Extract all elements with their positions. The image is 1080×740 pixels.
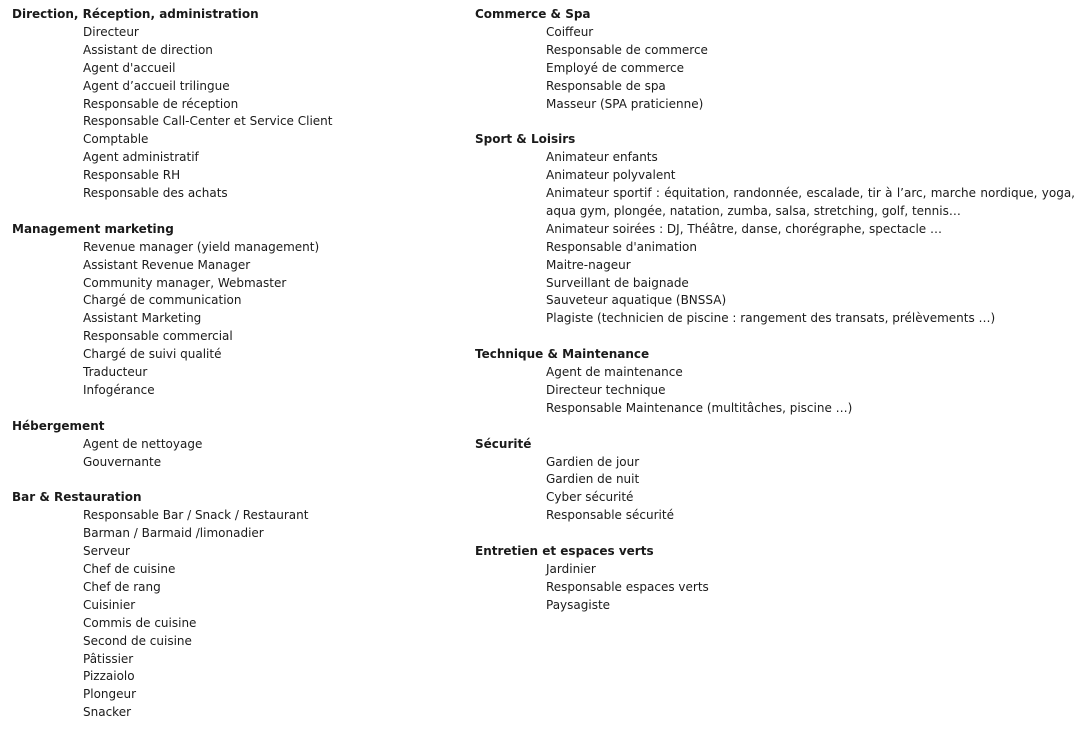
job-item: Paysagiste xyxy=(546,597,611,612)
job-item: Animateur sportif : équitation, randonnée, escalade, tir à l’arc, marche nordique, yoga, aqua gym, plongée, natation, zumba, salsa, stretching, golf, tennis… xyxy=(546,186,1075,218)
job-item: Comptable xyxy=(83,132,149,147)
job-item: Surveillant de baignade xyxy=(546,275,689,290)
section-title: Commerce & Spa xyxy=(475,7,591,21)
job-item: Plagiste (technicien de piscine : rangement des transats, prélèvements …) xyxy=(546,311,996,326)
section-technique-maintenance xyxy=(475,346,1075,418)
job-item: Animateur enfants xyxy=(546,150,658,165)
job-item: Animateur polyvalent xyxy=(546,168,676,183)
job-list xyxy=(475,24,1075,114)
job-item: Gardien de jour xyxy=(546,454,640,469)
job-item: Responsable Call-Center et Service Client xyxy=(83,114,333,129)
job-item: Agent de nettoyage xyxy=(83,436,203,451)
job-item: Responsable des achats xyxy=(83,186,228,201)
section-management-marketing xyxy=(12,221,452,400)
job-item: Plongeur xyxy=(83,687,137,702)
section-securite xyxy=(475,436,1075,526)
job-item: Cyber sécurité xyxy=(546,490,634,505)
job-item: Commis de cuisine xyxy=(83,615,197,630)
section-title: Management marketing xyxy=(12,221,174,236)
job-item: Masseur (SPA praticienne) xyxy=(546,96,704,111)
job-item: Chargé de suivi qualité xyxy=(83,347,222,362)
job-item: Responsable de spa xyxy=(546,78,666,93)
section-title: Sécurité xyxy=(475,436,532,451)
section-bar-restauration xyxy=(12,489,452,722)
left-column xyxy=(12,6,452,740)
section-title: Entretien et espaces verts xyxy=(475,544,654,559)
section-title: Sport & Loisirs xyxy=(475,132,576,147)
job-item: Revenue manager (yield management) xyxy=(83,239,320,254)
job-list xyxy=(475,561,1075,615)
job-item: Responsable Maintenance (multitâches, piscine …) xyxy=(546,400,853,415)
job-item: Snacker xyxy=(83,705,132,720)
section-title: Bar & Restauration xyxy=(12,490,142,505)
job-item: Agent d'accueil xyxy=(83,60,176,75)
job-item: Chargé de communication xyxy=(83,293,242,308)
job-item: Sauveteur aquatique (BNSSA) xyxy=(546,293,727,308)
right-column xyxy=(475,6,1075,633)
job-item: Pizzaiolo xyxy=(83,669,135,684)
section-title: Technique & Maintenance xyxy=(475,347,650,362)
job-item: Community manager, Webmaster xyxy=(83,275,287,290)
job-item: Assistant Revenue Manager xyxy=(83,257,251,272)
job-item: Second de cuisine xyxy=(83,633,192,648)
job-item: Responsable de réception xyxy=(83,96,239,111)
section-sport-loisirs xyxy=(475,131,1075,328)
section-commerce-spa xyxy=(475,6,1075,113)
job-item: Responsable d'animation xyxy=(546,239,697,254)
job-item: Responsable espaces verts xyxy=(546,579,709,594)
job-item: Infogérance xyxy=(83,382,155,397)
section-direction-reception-administration xyxy=(12,6,452,203)
section-entretien-et-espaces-verts xyxy=(475,543,1075,615)
job-item: Gouvernante xyxy=(83,454,162,469)
job-item: Agent administratif xyxy=(83,150,199,165)
job-item: Barman / Barmaid /limonadier xyxy=(83,526,264,541)
section-title: Direction, Réception, administration xyxy=(12,7,259,21)
job-list xyxy=(475,454,1075,526)
job-item: Assistant Marketing xyxy=(83,311,202,326)
job-item: Gardien de nuit xyxy=(546,472,640,487)
job-item: Maitre-nageur xyxy=(546,257,631,272)
job-item: Jardinier xyxy=(546,561,596,576)
section-hebergement xyxy=(12,418,452,472)
job-item: Chef de rang xyxy=(83,579,161,594)
job-item: Serveur xyxy=(83,544,130,559)
job-list xyxy=(12,436,452,472)
job-item: Cuisinier xyxy=(83,597,136,612)
job-list xyxy=(12,24,452,203)
job-list xyxy=(475,364,1075,418)
section-title: Hébergement xyxy=(12,418,105,433)
job-item: Responsable Bar / Snack / Restaurant xyxy=(83,508,309,523)
job-item: Responsable sécurité xyxy=(546,508,674,523)
job-item: Employé de commerce xyxy=(546,60,685,75)
job-item: Coiffeur xyxy=(546,24,594,39)
job-item: Agent d’accueil trilingue xyxy=(83,78,230,93)
job-item: Directeur xyxy=(83,24,139,39)
job-item: Animateur soirées : DJ, Théâtre, danse, chorégraphe, spectacle … xyxy=(546,221,942,236)
job-item: Responsable RH xyxy=(83,168,181,183)
job-item: Directeur technique xyxy=(546,382,666,397)
job-item: Assistant de direction xyxy=(83,42,213,57)
job-item: Responsable de commerce xyxy=(546,42,708,57)
job-list xyxy=(475,149,1075,328)
job-item: Pâtissier xyxy=(83,651,134,666)
job-item: Traducteur xyxy=(83,365,148,380)
job-item: Agent de maintenance xyxy=(546,365,683,380)
job-list xyxy=(12,507,452,722)
job-list xyxy=(12,239,452,400)
job-item: Chef de cuisine xyxy=(83,561,176,576)
job-item: Responsable commercial xyxy=(83,329,233,344)
